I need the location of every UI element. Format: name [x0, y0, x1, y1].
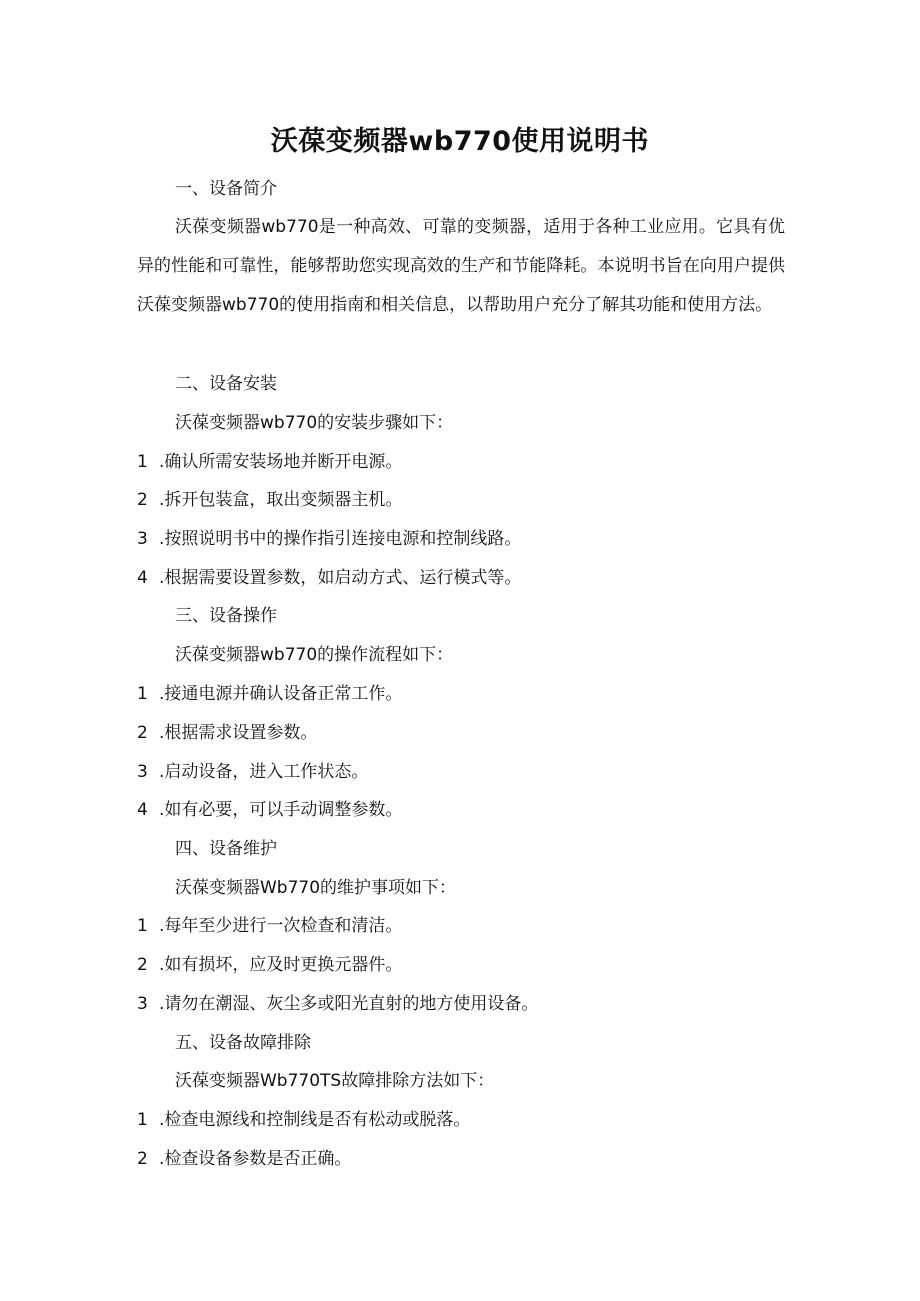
list-item-number: 1 — [137, 916, 148, 936]
list-item-number: 2 — [137, 1149, 148, 1169]
list-item-text: .检查电源线和控制线是否有松动或脱落。 — [159, 1110, 471, 1130]
section-intro-installation: 沃葆变频器wb770的安装步骤如下： — [175, 413, 454, 433]
section-heading-troubleshooting: 五、设备故障排除 — [175, 1033, 311, 1053]
list-item-number: 2 — [137, 723, 148, 743]
list-item-text: .如有损坏，应及时更换元器件。 — [159, 955, 403, 975]
list-item-number: 2 — [137, 955, 148, 975]
list-item — [137, 759, 368, 785]
list-item — [137, 913, 402, 939]
list-item-text: .根据需要设置参数，如启动方式、运行模式等。 — [159, 568, 522, 588]
list-item-number: 2 — [137, 490, 148, 510]
list-item-text: .每年至少进行一次检查和清洁。 — [159, 916, 403, 936]
list-item-number: 4 — [137, 568, 148, 588]
list-item — [137, 487, 402, 513]
section-heading-installation: 二、设备安装 — [175, 374, 277, 394]
list-item-text: .启动设备，进入工作状态。 — [159, 762, 369, 782]
list-item-text: .按照说明书中的操作指引连接电源和控制线路。 — [159, 529, 522, 549]
section-intro-troubleshooting: 沃葆变频器Wb770TS故障排除方法如下： — [175, 1071, 495, 1091]
section-intro-maintenance: 沃葆变频器Wb770的维护事项如下： — [175, 878, 457, 898]
list-item-text: .根据需求设置参数。 — [159, 723, 318, 743]
list-item — [137, 797, 402, 823]
list-item-number: 1 — [137, 1110, 148, 1130]
list-item-text: .接通电源并确认设备正常工作。 — [159, 684, 403, 704]
list-item — [137, 952, 402, 978]
list-item — [137, 449, 402, 475]
list-item-text: .请勿在潮湿、灰尘多或阳光直射的地方使用设备。 — [159, 994, 539, 1014]
list-item-number: 4 — [137, 800, 148, 820]
list-item — [137, 1107, 470, 1133]
section-paragraph-intro: 沃葆变频器wb770是一种高效、可靠的变频器，适用于各种工业应用。它具有优异的性能和可靠性，能够帮助您实现高效的生产和节能降耗。本说明书旨在向用户提供沃葆变频器wb770的使用指南和相关信息，以帮助用户充分了解其功能和使用方法。 — [137, 217, 785, 315]
section-heading-operation: 三、设备操作 — [175, 606, 277, 626]
list-item-number: 1 — [137, 452, 148, 472]
section-intro-operation: 沃葆变频器wb770的操作流程如下： — [175, 645, 454, 665]
list-item-number: 3 — [137, 994, 148, 1014]
list-item-number: 1 — [137, 684, 148, 704]
list-item-text: .确认所需安装场地并断开电源。 — [159, 452, 403, 472]
list-item — [137, 526, 521, 552]
document-title: 沃葆变频器wb770使用说明书 — [270, 126, 650, 157]
list-item-text: .检查设备参数是否正确。 — [159, 1149, 352, 1169]
section-heading-intro: 一、设备简介 — [175, 179, 277, 199]
list-item — [137, 681, 402, 707]
list-item-number: 3 — [137, 762, 148, 782]
list-item — [137, 720, 317, 746]
list-item-number: 3 — [137, 529, 148, 549]
list-item — [137, 991, 538, 1017]
list-item-text: .拆开包装盒，取出变频器主机。 — [159, 490, 403, 510]
list-item — [137, 1146, 351, 1172]
list-item-text: .如有必要，可以手动调整参数。 — [159, 800, 403, 820]
section-heading-maintenance: 四、设备维护 — [175, 839, 277, 859]
list-item — [137, 565, 521, 591]
